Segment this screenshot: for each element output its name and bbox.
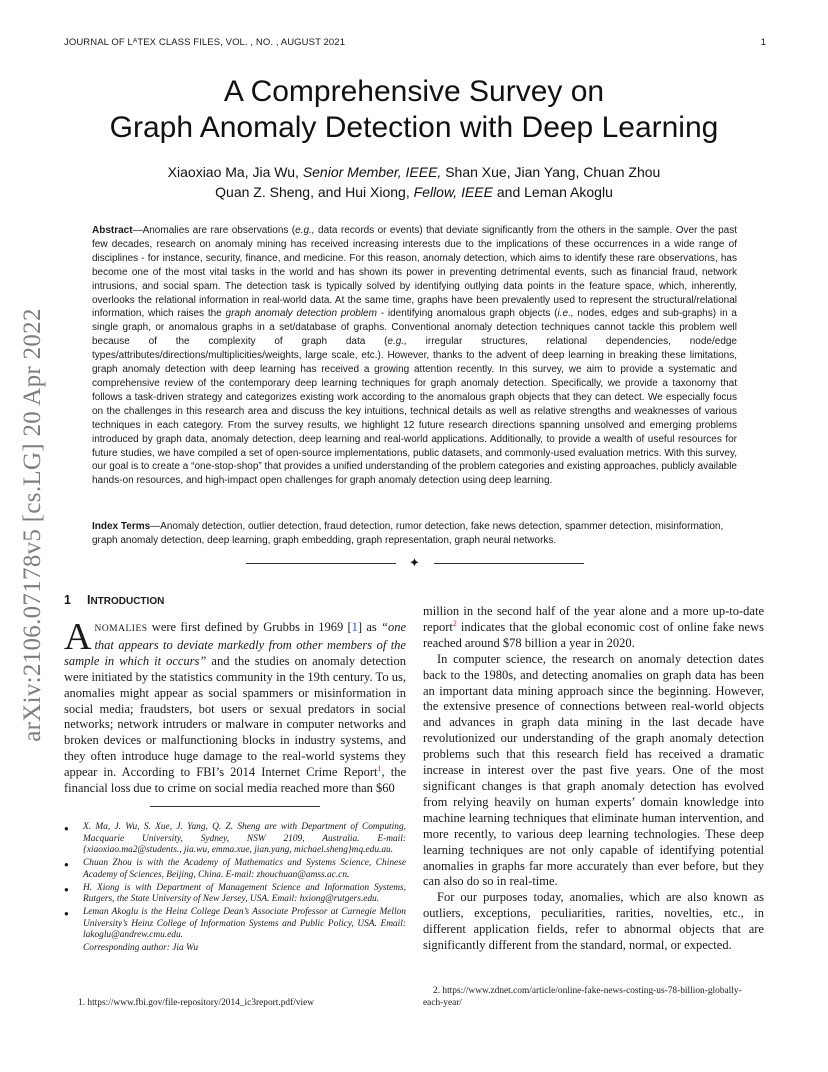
section-separator <box>246 556 584 570</box>
footnote-1[interactable]: 1. https://www.fbi.gov/file-repository/2014_ic3report.pdf/view <box>78 998 315 1008</box>
affiliation-text: X. Ma, J. Wu, S. Xue, J. Yang, Q. Z. Sheng are with Department of Computing, Macquarie University, Sydney, NSW 2109, Australia. E-mail: {xiaoxiao.ma2@students., jia.wu, emma.xue, jian.yang, michael.sheng}mq.edu.au. <box>83 822 406 856</box>
bullet-icon: ● <box>64 860 69 870</box>
authors-text: Xiaoxiao Ma, Jia Wu, <box>167 164 299 180</box>
bullet-icon: ● <box>64 884 69 894</box>
abstract-label: Abstract <box>92 225 133 236</box>
smallcaps-word: NOMALIES <box>94 624 148 634</box>
abstract-emphasis: e.g., <box>295 225 315 236</box>
page-number: 1 <box>760 37 766 48</box>
abstract-text: irregular structures, relational dependencies, node/edge types/attributes/directions/multiplicities/weights, large scale, etc.). However, thanks to the advent of deep learning in breaking these limitations, graph anomaly detection with deep learning has received a growing attention recently. In this survey, we aim to provide a systematic and comprehensive review of the contemporary deep learning techniques for graph anomaly detection. Specifically, we provide a taxonomy that follows a task-driven strategy and categorizes existing work according to the anomalous graph objects that they can detect. We especially focus on the challenges in this research area and discuss the key intuitions, technical details as well as relative strengths and weaknesses of various techniques in each category. From the survey results, we highlight 12 future research directions spanning unsolved and emerging problems introduced by graph data, anomaly detection, deep learning and real-world applications. Additionally, to provide a wealth of useful resources for future studies, we have compiled a set of open-source implementations, public datasets, and commonly-used evaluation metrics. With this survey, our goal is to create a “one-stop-shop” that provides a unified understanding of the problem categories and existing approaches, publicly available hands-on resources, and high-impact open challenges for graph anomaly detection using deep learning. <box>92 336 737 487</box>
authors-text: Quan Z. Sheng, and Hui Xiong, <box>215 184 410 200</box>
footnote-rule <box>150 806 320 807</box>
intro-right-column <box>423 604 764 954</box>
title-line-2: Graph Anomaly Detection with Deep Learning <box>109 111 719 144</box>
body-text: million in the second half of the year alone and a more up-to-date report <box>423 604 764 634</box>
intro-paragraph-3: For our purposes today, anomalies, which are also known as outliers, exceptions, peculiarities, rarities, novelties, etc., in different application fields, refer to abnormal objects that are significantly different from the standard, normal, or expected. <box>423 890 764 953</box>
affiliation-item <box>64 822 406 857</box>
affiliations <box>64 822 406 955</box>
footnote-2[interactable]: 2. https://www.zdnet.com/article/online-fake-news-costing-us-78-billion-globally-each-year/ <box>423 986 742 1008</box>
abstract-emphasis: e.g., <box>387 336 407 348</box>
affiliation-item <box>64 907 406 942</box>
body-text: and the studies on anomaly detection were initiated by the statistics community in the 19th century. To us, anomalies might appear as social spammers or misinformation in social media; fraudsters, bot users or sexual predators in social networks; network intruders or malware in computer networks and broken devices or malfunctioning blocks in industry systems, and they often introduce huge damage to the real-world systems they appear in. According to FBI’s 2014 Internet Crime Report <box>64 653 406 780</box>
authors-text: and Leman Akoglu <box>496 184 613 200</box>
body-text: were first defined by Grubbs in 1969 [ <box>147 620 352 634</box>
abstract-emphasis: graph anomaly detection problem <box>225 308 377 320</box>
arxiv-stamp <box>18 290 48 760</box>
abstract-text: data records or events) that deviate significantly from the others in the sample. Over the past few decades, research on anomaly mining has received increasing interests due to the implications of these occurrences in a wide range of disciplines - for instance, security, finance, and medicine. For this reason, anomaly detection, which aims to identify these rare observations, has become one of the most vital tasks in the world and has shown its power in preventing detrimental events, such as financial fraud, network intrusions, and social spam. The detection task is typically solved by identifying outlying data points in the feature space, which, inherently, overlooks the relational information in real-world data. At the same time, graphs have been prevalently used to represent the structural/relational information, which raises the <box>92 225 737 320</box>
separator-line-right <box>434 563 584 564</box>
abstract <box>92 224 737 488</box>
abstract-text: —Anomalies are rare observations ( <box>132 225 296 236</box>
abstract-text: - identifying anomalous graph objects ( <box>376 308 558 320</box>
affiliation-text: Leman Akoglu is the Heinz College Dean’s Associate Professor at Carnegie Mellon University’s Heinz College of Information Systems and Public Policy, USA. Email: lakoglu@andrew.cmu.edu. <box>83 906 406 941</box>
affiliation-text: Chuan Zhou is with the Academy of Mathematics and Systems Science, Chinese Academy of Sciences, Beijing, China. E-mail: zhouchuan@amss.ac.cn. <box>83 858 406 880</box>
body-text: ] as <box>357 620 382 634</box>
section-title-initial: I <box>86 593 91 607</box>
paper-title <box>60 74 768 146</box>
footnote-mark[interactable]: 1 <box>377 764 382 773</box>
separator-line-left <box>246 563 396 564</box>
quote-text: “one that appears to deviate markedly from other members of the sample in which it occurs” <box>64 620 407 668</box>
index-terms <box>92 520 737 548</box>
intro-paragraph-cont <box>423 604 764 652</box>
author-grade: Senior Member, IEEE, <box>302 164 442 180</box>
intro-left-column <box>64 616 407 797</box>
abstract-text: nodes, edges and sub-graphs) in a single graph, or anomalous graphs in a set/database of graphs. Conventional anomaly detection techniques cannot tackle this problem well because of the complexity of graph data ( <box>92 308 737 348</box>
corresponding-author: Corresponding author: Jia Wu <box>83 943 199 954</box>
intro-paragraph-1 <box>64 616 407 797</box>
body-text: indicates that the global economic cost of online fake news reached around $78 billion a year in 2020. <box>423 619 764 650</box>
section-title-rest: NTRODUCTION <box>90 596 165 607</box>
bullet-icon: ● <box>64 824 69 833</box>
arxiv-stamp-text: arXiv:2106.07178v5 [cs.LG] 20 Apr 2022 <box>19 308 47 742</box>
affiliation-item <box>64 883 406 906</box>
index-terms-label: Index Terms <box>92 521 151 532</box>
running-head: JOURNAL OF LᴬTEX CLASS FILES, VOL. , NO. , AUGUST 2021 <box>64 37 346 48</box>
affiliation-item <box>64 858 406 881</box>
title-line-1: A Comprehensive Survey on <box>223 75 605 108</box>
bullet-icon: ● <box>64 908 69 918</box>
section-number: 1 <box>64 593 71 607</box>
drop-cap: A <box>64 616 92 658</box>
authors-line-1 <box>60 162 768 182</box>
citation-link[interactable]: 1 <box>351 620 358 634</box>
index-terms-text: —Anomaly detection, outlier detection, fraud detection, rumor detection, fake news detection, spammer detection, misinformation, graph anomaly detection, deep learning, graph embedding, graph representation, graph neural networks. <box>92 521 724 546</box>
body-text: , the financial loss due to crime on social media reached more than $60 <box>64 765 406 796</box>
affiliation-text: H. Xiong is with Department of Management Science and Information Systems, Rutgers, the State University of New Jersey, USA. Email: hxiong@rutgers.edu. <box>83 882 406 905</box>
intro-paragraph-2: In computer science, the research on anomaly detection dates back to the 1980s, and detecting anomalies on graph data has been an important data mining approach since the beginning. However, the extensive presence of connections between real-world objects and advances in graph data mining in the last decade have revolutionized our understanding of the graph anomaly detection problems such that this research field has received a dramatic increase in interest over the past five years. One of the most significant changes is that graph anomaly detection has evolved from relying heavily on human experts’ domain knowledge into machine learning techniques that eliminate human intervention, and more recently, to various deep learning technologies. These deep learning techniques are not only capable of identifying potential anomalies in graphs far more accurately than ever before, but they can also do so in real-time. <box>423 651 764 889</box>
authors-line-2 <box>60 182 768 202</box>
separator-diamond: ✦ <box>409 555 420 570</box>
abstract-emphasis: i.e., <box>557 308 574 320</box>
author-list <box>60 162 768 202</box>
footnote-mark[interactable]: 2 <box>452 618 457 628</box>
authors-text: Shan Xue, Jian Yang, Chuan Zhou <box>445 164 661 180</box>
section-heading <box>64 593 164 607</box>
author-grade: Fellow, IEEE <box>413 184 493 200</box>
